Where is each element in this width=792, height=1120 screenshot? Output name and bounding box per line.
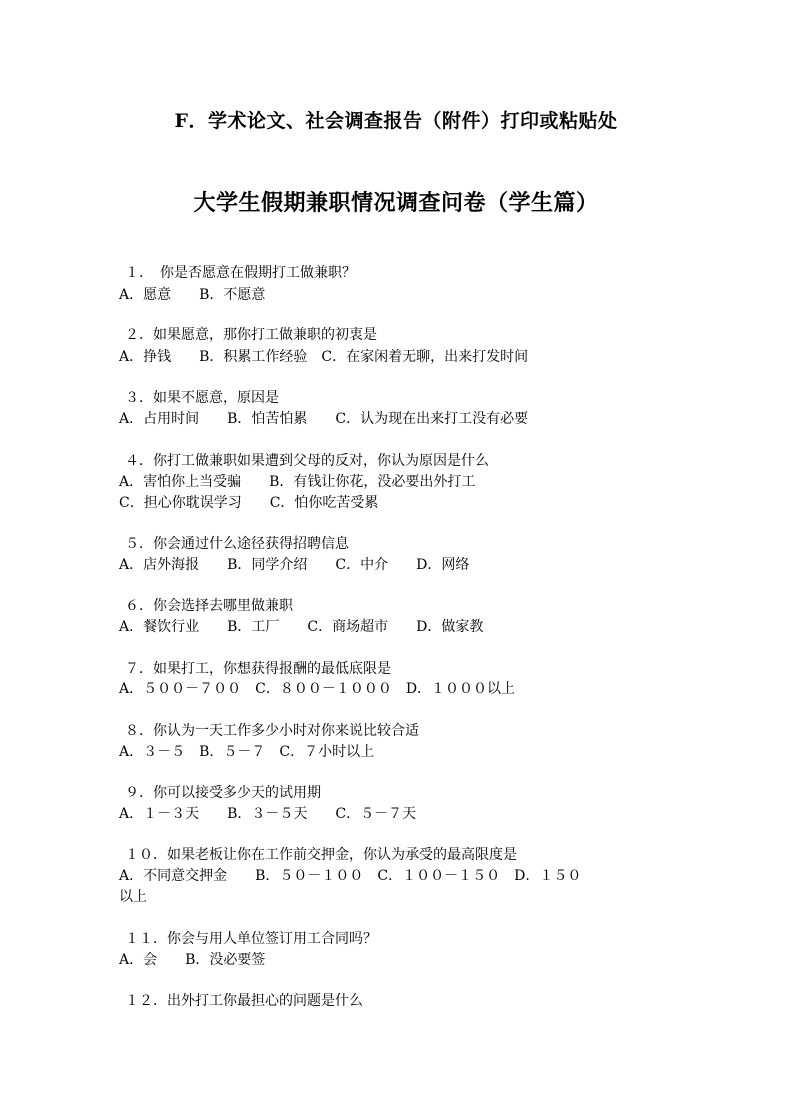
question-6-text: ６．你会选择去哪里做兼职 [125,598,293,614]
question-3-text: ３．如果不愿意，原因是 [125,390,279,406]
question-10-options: A．不同意交押金 B．５０－１００ C．１００－１５０ D．１５０ [119,868,582,884]
question-5-text: ５．你会通过什么途径获得招聘信息 [125,536,349,552]
question-7-options: A．５００－７００ C．８００－１０００ D．１０００以上 [119,681,516,697]
question-7-text: ７．如果打工，你想获得报酬的最低底限是 [125,661,391,677]
question-3-options: A．占用时间 B．怕苦怕累 C．认为现在出来打工没有必要 [119,411,529,427]
question-9-options: A．１－３天 B．３－５天 C．５－７天 [119,806,417,822]
question-6-options: A．餐饮行业 B．工厂 C．商场超市 D．做家教 [119,619,484,635]
question-11-options: A．会 B．没必要签 [119,952,266,968]
question-10-options-continued: 以上 [119,889,147,905]
question-11-text: １１．你会与用人单位签订用工合同吗？ [125,931,377,947]
question-4-text: ４．你打工做兼职如果遭到父母的反对，你认为原因是什么 [125,453,489,469]
question-9-text: ９．你可以接受多少天的试用期 [125,785,321,801]
question-4-options-row-1: A．害怕你上当受骗 B．有钱让你花，没必要出外打工 [119,474,476,490]
question-5-options: A．店外海报 B．同学介绍 C．中介 D．网络 [119,557,470,573]
question-8-text: ８．你认为一天工作多少小时对你来说比较合适 [125,723,419,739]
question-10-text: １０．如果老板让你在工作前交押金，你认为承受的最高限度是 [125,847,517,863]
question-2-text: ２．如果愿意，那你打工做兼职的初衷是 [125,327,377,343]
question-12-text: １２．出外打工你最担心的问题是什么 [125,993,363,1009]
question-4-options-row-2: C．担心你耽误学习 C．怕你吃苦受累 [119,495,379,511]
question-1-text: １． 你是否愿意在假期打工做兼职？ [125,265,356,281]
question-2-options: A．挣钱 B．积累工作经验 C．在家闲着无聊，出来打发时间 [119,349,529,365]
question-1-options: A．愿意 B．不愿意 [119,287,266,303]
survey-title: 大学生假期兼职情况调查问卷（学生篇） [193,190,599,216]
section-heading: F．学术论文、社会调查报告（附件）打印或粘贴处 [174,110,618,132]
question-8-options: A．３－５ B．５－７ C．７小时以上 [119,744,375,760]
